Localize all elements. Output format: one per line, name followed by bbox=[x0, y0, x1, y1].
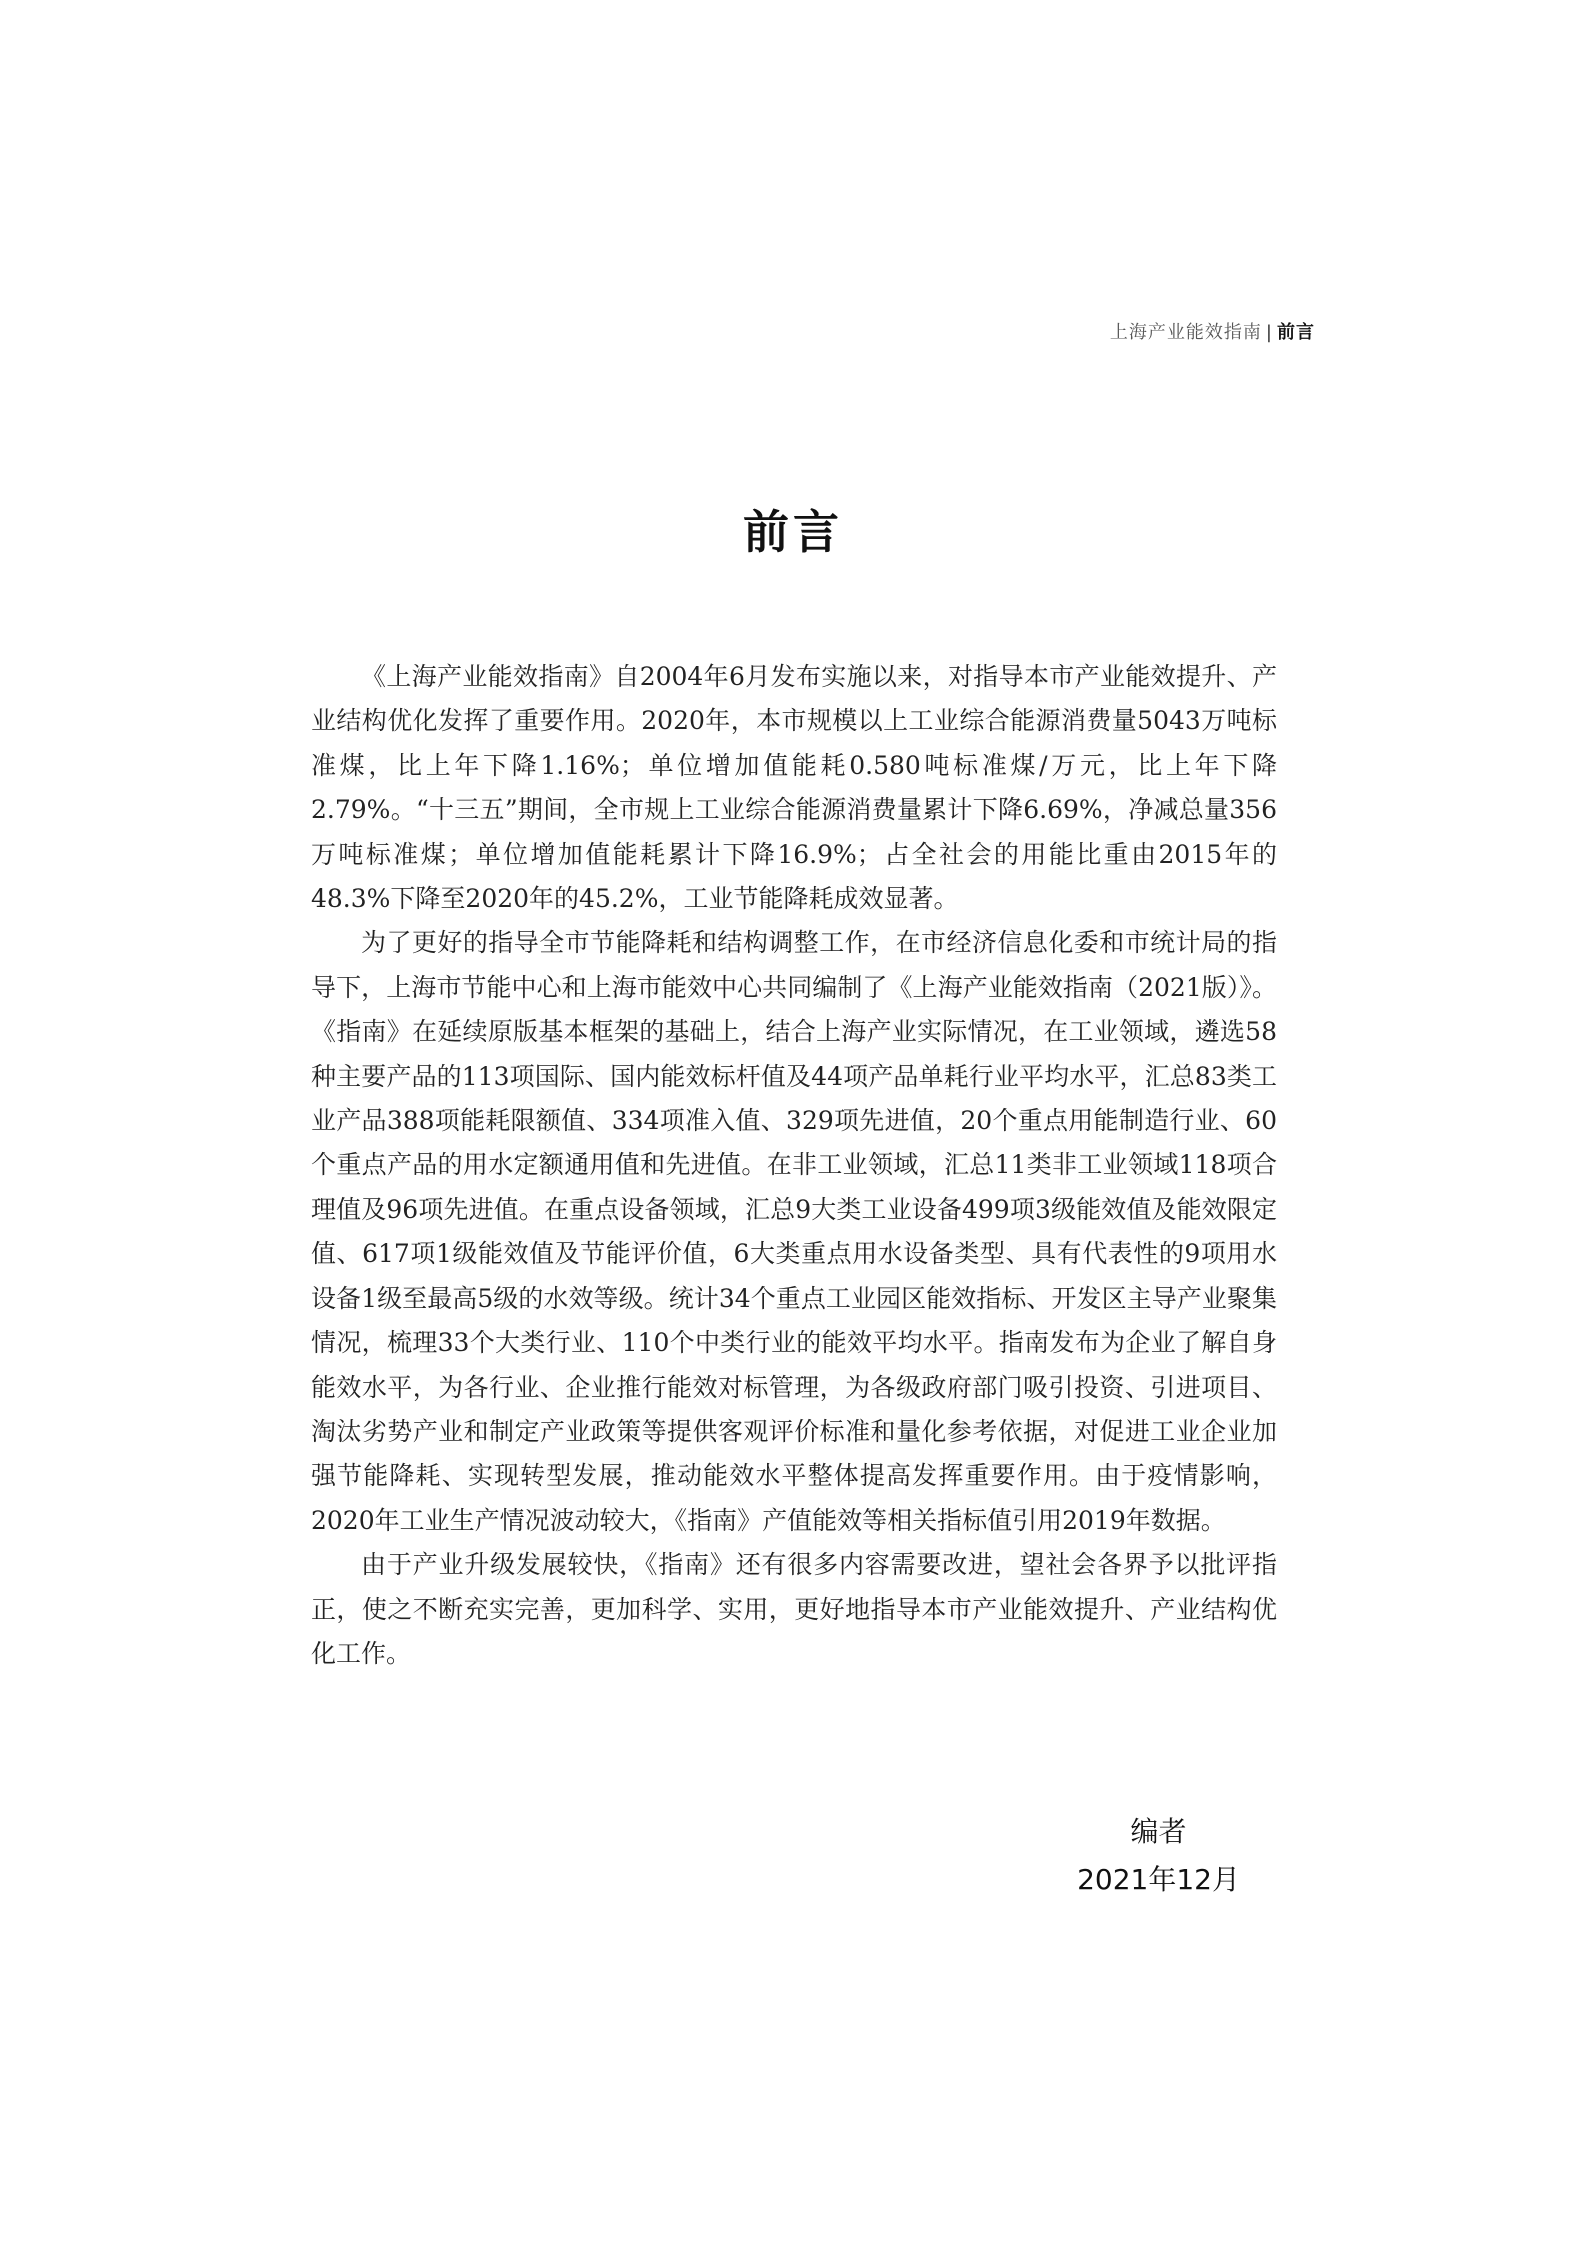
signature-date: 2021年12月 bbox=[1077, 1863, 1240, 1896]
paragraph-2: 为了更好的指导全市节能降耗和结构调整工作，在市经济信息化委和市统计局的指导下，上海市节能中心和上海市能效中心共同编制了《上海产业能效指南（2021版）》。《指南》在延续原版基本框架的基础上，结合上海产业实际情况，在工业领域，遴选58种主要产品的113项国际、国内能效标杆值及44项产品单耗行业平均水平，汇总83类工业产品388项能耗限额值、334项准入值、329项先进值，20个重点用能制造行业、60个重点产品的用水定额通用值和先进值。在非工业领域，汇总11类非工业领域118项合理值及96项先进值。在重点设备领域，汇总9大类工业设备499项3级能效值及能效限定值、617项1级能效值及节能评价值，6大类重点用水设备类型、具有代表性的9项用水设备1级至最高5级的水效等级。统计34个重点工业园区能效指标、开发区主导产业聚集情况，梳理33个大类行业、110个中类行业的能效平均水平。指南发布为企业了解自身能效水平，为各行业、企业推行能效对标管理，为各级政府部门吸引投资、引进项目、淘汰劣势产业和制定产业政策等提供客观评价标准和量化参考依据，对促进工业企业加强节能降耗、实现转型发展，推动能效水平整体提高发挥重要作用。由于疫情影响，2020年工业生产情况波动较大，《指南》产值能效等相关指标值引用2019年数据。 bbox=[311, 928, 1277, 1535]
header-section: 前言 bbox=[1277, 322, 1315, 343]
header-book-title: 上海产业能效指南 bbox=[1109, 322, 1262, 343]
signature-author: 编者 bbox=[1130, 1815, 1187, 1848]
preface-body bbox=[311, 655, 1277, 1676]
signature-block bbox=[1077, 1808, 1240, 1904]
running-header bbox=[1110, 318, 1315, 344]
paragraph-3: 由于产业升级发展较快，《指南》还有很多内容需要改进，望社会各界予以批评指正，使之不断充实完善，更加科学、实用，更好地指导本市产业能效提升、产业结构优化工作。 bbox=[311, 1550, 1277, 1668]
page-title: 前言 bbox=[743, 505, 843, 559]
paragraph-1: 《上海产业能效指南》自2004年6月发布实施以来，对指导本市产业能效提升、产业结构优化发挥了重要作用。2020年，本市规模以上工业综合能源消费量5043万吨标准煤，比上年下降1.16%；单位增加值能耗0.580吨标准煤/万元，比上年下降2.79%。“十三五”期间，全市规上工业综合能源消费量累计下降6.69%，净减总量356万吨标准煤；单位增加值能耗累计下降16.9%；占全社会的用能比重由2015年的48.3%下降至2020年的45.2%，工业节能降耗成效显著。 bbox=[311, 662, 1277, 914]
header-separator: | bbox=[1265, 322, 1273, 343]
